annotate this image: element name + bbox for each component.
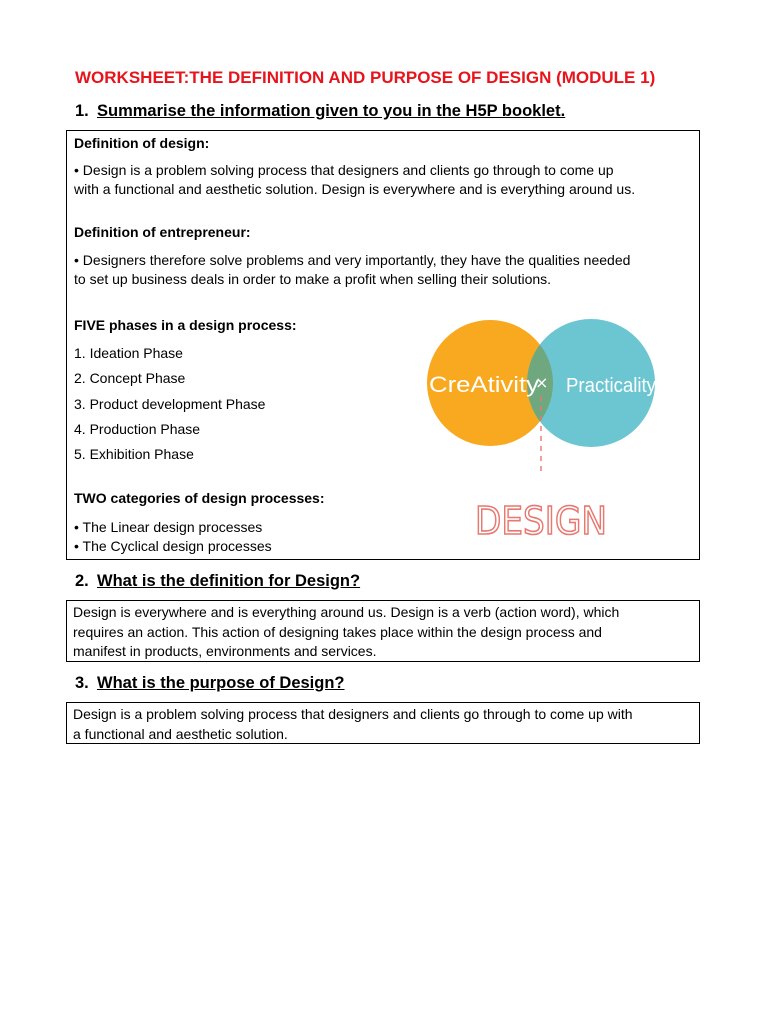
answer-box-3 bbox=[66, 702, 700, 744]
category-item: • The Linear design processes bbox=[74, 519, 263, 535]
definition-of-entrepreneur-line-1: • Designers therefore solve problems and very importantly, they have the qualities needed bbox=[74, 252, 631, 268]
answer-2-line: manifest in products, environments and services. bbox=[73, 643, 377, 659]
creativity-practicality-venn-diagram bbox=[417, 306, 667, 546]
question-2 bbox=[75, 572, 360, 591]
answer-box-2 bbox=[66, 600, 700, 662]
definition-of-design-line-2: with a functional and aesthetic solution. Design is everywhere and is everything around us. bbox=[74, 181, 636, 197]
question-2-number: 2. bbox=[75, 572, 89, 590]
practicality-label: Practicality bbox=[566, 375, 656, 397]
answer-3-line: a functional and aesthetic solution. bbox=[73, 725, 288, 742]
categories-heading: TWO categories of design processes: bbox=[74, 490, 325, 506]
definition-of-design-heading: Definition of design: bbox=[74, 135, 210, 151]
definition-of-entrepreneur-line-2: to set up business deals in order to make a profit when selling their solutions. bbox=[74, 271, 552, 287]
design-result-label: DESIGN bbox=[475, 499, 607, 543]
question-1-text: Summarise the information given to you in the H5P booklet. bbox=[97, 102, 566, 120]
answer-3-line: Design is a problem solving process that designers and clients go through to come up with bbox=[73, 706, 633, 722]
question-1-number: 1. bbox=[75, 102, 89, 120]
phase-item: 2. Concept Phase bbox=[74, 370, 186, 386]
answer-box-1 bbox=[66, 130, 700, 560]
question-3-number: 3. bbox=[75, 674, 89, 692]
worksheet-title: WORKSHEET:THE DEFINITION AND PURPOSE OF DESIGN (MODULE 1) bbox=[75, 68, 656, 87]
category-item: • The Cyclical design processes bbox=[74, 538, 272, 554]
phases-heading: FIVE phases in a design process: bbox=[74, 317, 297, 333]
question-3-text: What is the purpose of Design? bbox=[97, 674, 345, 692]
phase-item: 4. Production Phase bbox=[74, 421, 201, 437]
times-symbol: × bbox=[535, 373, 549, 392]
definition-of-design-line-1: • Design is a problem solving process that designers and clients go through to come up bbox=[74, 162, 614, 178]
creativity-label: CreAtivity bbox=[429, 372, 539, 397]
phase-item: 5. Exhibition Phase bbox=[74, 446, 194, 462]
phase-item: 1. Ideation Phase bbox=[74, 345, 183, 361]
question-1 bbox=[75, 102, 565, 121]
phase-item: 3. Product development Phase bbox=[74, 396, 266, 412]
question-3 bbox=[75, 674, 345, 693]
answer-2-line: Design is everywhere and is everything around us. Design is a verb (action word), which bbox=[73, 604, 620, 620]
question-2-text: What is the definition for Design? bbox=[97, 572, 361, 590]
answer-2-line: requires an action. This action of designing takes place within the design process and bbox=[73, 623, 602, 640]
definition-of-entrepreneur-heading: Definition of entrepreneur: bbox=[74, 224, 251, 240]
